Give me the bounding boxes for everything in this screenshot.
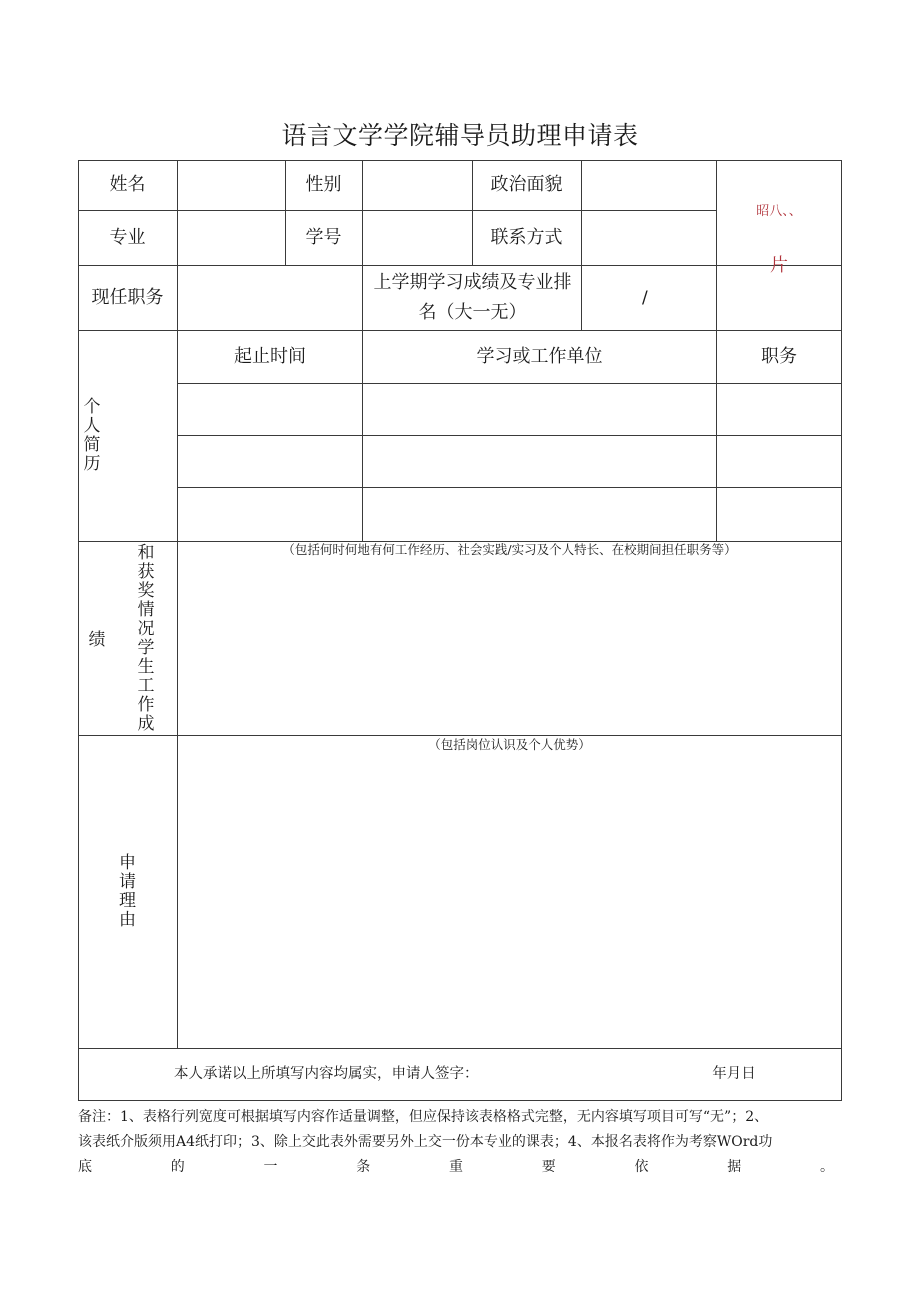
grade-rank-label-line2: 名（大一无） bbox=[418, 302, 527, 323]
reason-label: 申请理由 bbox=[119, 853, 136, 930]
footnote-char: 底 bbox=[78, 1159, 92, 1175]
footnote-line-3 bbox=[78, 1155, 842, 1180]
gender-label: 性别 bbox=[305, 173, 342, 195]
politics-input[interactable] bbox=[582, 160, 716, 210]
name-input[interactable] bbox=[178, 160, 285, 210]
resume-row-3-role[interactable] bbox=[717, 488, 841, 541]
resume-row-1-role[interactable] bbox=[717, 384, 841, 435]
photo-placeholder-label: 片 bbox=[770, 254, 788, 276]
position-label: 现任职务 bbox=[91, 286, 164, 308]
resume-row-2-role[interactable] bbox=[717, 436, 841, 487]
student-id-label: 学号 bbox=[305, 226, 342, 248]
major-input[interactable] bbox=[178, 211, 285, 265]
footnote-char: 一 bbox=[263, 1159, 278, 1175]
resume-row-3-organization[interactable] bbox=[363, 488, 716, 541]
name-label: 姓名 bbox=[109, 173, 146, 195]
resume-row-1-organization[interactable] bbox=[363, 384, 716, 435]
resume-label-cell bbox=[78, 331, 177, 541]
resume-header-period: 起止时间 bbox=[234, 345, 306, 367]
reason-label-cell bbox=[78, 736, 177, 1048]
grade-rank-value[interactable]: / bbox=[642, 287, 648, 308]
achievements-label-left: 绩 bbox=[88, 629, 106, 650]
resume-row-3-period[interactable] bbox=[178, 488, 362, 541]
footnote-char: 条 bbox=[356, 1159, 371, 1175]
footnote-char: 要 bbox=[541, 1159, 556, 1175]
footnote-char: 的 bbox=[170, 1159, 185, 1175]
achievements-hint: （包括何时何地有何工作经历、社会实践/实习及个人特长、在校期间担任职务等） bbox=[282, 542, 737, 557]
resume-row-2-organization[interactable] bbox=[363, 436, 716, 487]
position-input[interactable] bbox=[178, 266, 362, 330]
footnote-line-2: 该表纸介版须用A4纸打印；3、除上交此表外需要另外上交一份本专业的课表；4、本报名表将作为考察WOrd功 bbox=[78, 1134, 773, 1150]
major-label: 专业 bbox=[109, 226, 146, 248]
achievements-input[interactable] bbox=[178, 564, 841, 734]
photo-placeholder-text: 昭八、、 bbox=[756, 204, 802, 220]
footnote-line-1: 备注：1、表格行列宽度可根据填写内容作适量调整，但应保持该表格格式完整，无内容填写项目可写“无”；2、 bbox=[78, 1109, 769, 1125]
resume-header-organization: 学习或工作单位 bbox=[476, 345, 603, 367]
footnote-char: 重 bbox=[449, 1159, 463, 1175]
grade-rank-label-line1: 上学期学习成绩及专业排 bbox=[373, 272, 572, 293]
footnote-char: 。 bbox=[820, 1159, 834, 1175]
pledge-statement: 本人承诺以上所填写内容均属实，申请人签字： bbox=[174, 1065, 479, 1082]
table-border-bottom bbox=[78, 1100, 842, 1101]
pledge-date: 年月日 bbox=[712, 1065, 756, 1082]
resume-header-role: 职务 bbox=[761, 345, 797, 367]
application-form-table bbox=[78, 160, 842, 1101]
gender-input[interactable] bbox=[363, 160, 472, 210]
reason-hint: （包括岗位认识及个人优势） bbox=[428, 737, 591, 752]
reason-input[interactable] bbox=[178, 758, 841, 1047]
footnote bbox=[78, 1105, 842, 1180]
form-title: 语言文学学院辅导员助理申请表 bbox=[281, 121, 639, 150]
grade-rank-label bbox=[363, 266, 582, 330]
achievements-label: 和获奖情况学生工作成 bbox=[137, 543, 155, 734]
resume-label: 个人简历 bbox=[83, 397, 101, 474]
signature-input[interactable] bbox=[504, 1058, 694, 1090]
resume-row-1-period[interactable] bbox=[178, 384, 362, 435]
contact-label: 联系方式 bbox=[490, 226, 563, 248]
student-id-input[interactable] bbox=[363, 211, 472, 265]
row-divider bbox=[78, 735, 842, 736]
resume-row-2-period[interactable] bbox=[178, 436, 362, 487]
contact-input[interactable] bbox=[582, 211, 716, 265]
footnote-char: 依 bbox=[634, 1159, 649, 1175]
politics-label: 政治面貌 bbox=[490, 173, 563, 195]
footnote-char: 据 bbox=[727, 1159, 742, 1175]
table-border-right bbox=[841, 160, 842, 1101]
